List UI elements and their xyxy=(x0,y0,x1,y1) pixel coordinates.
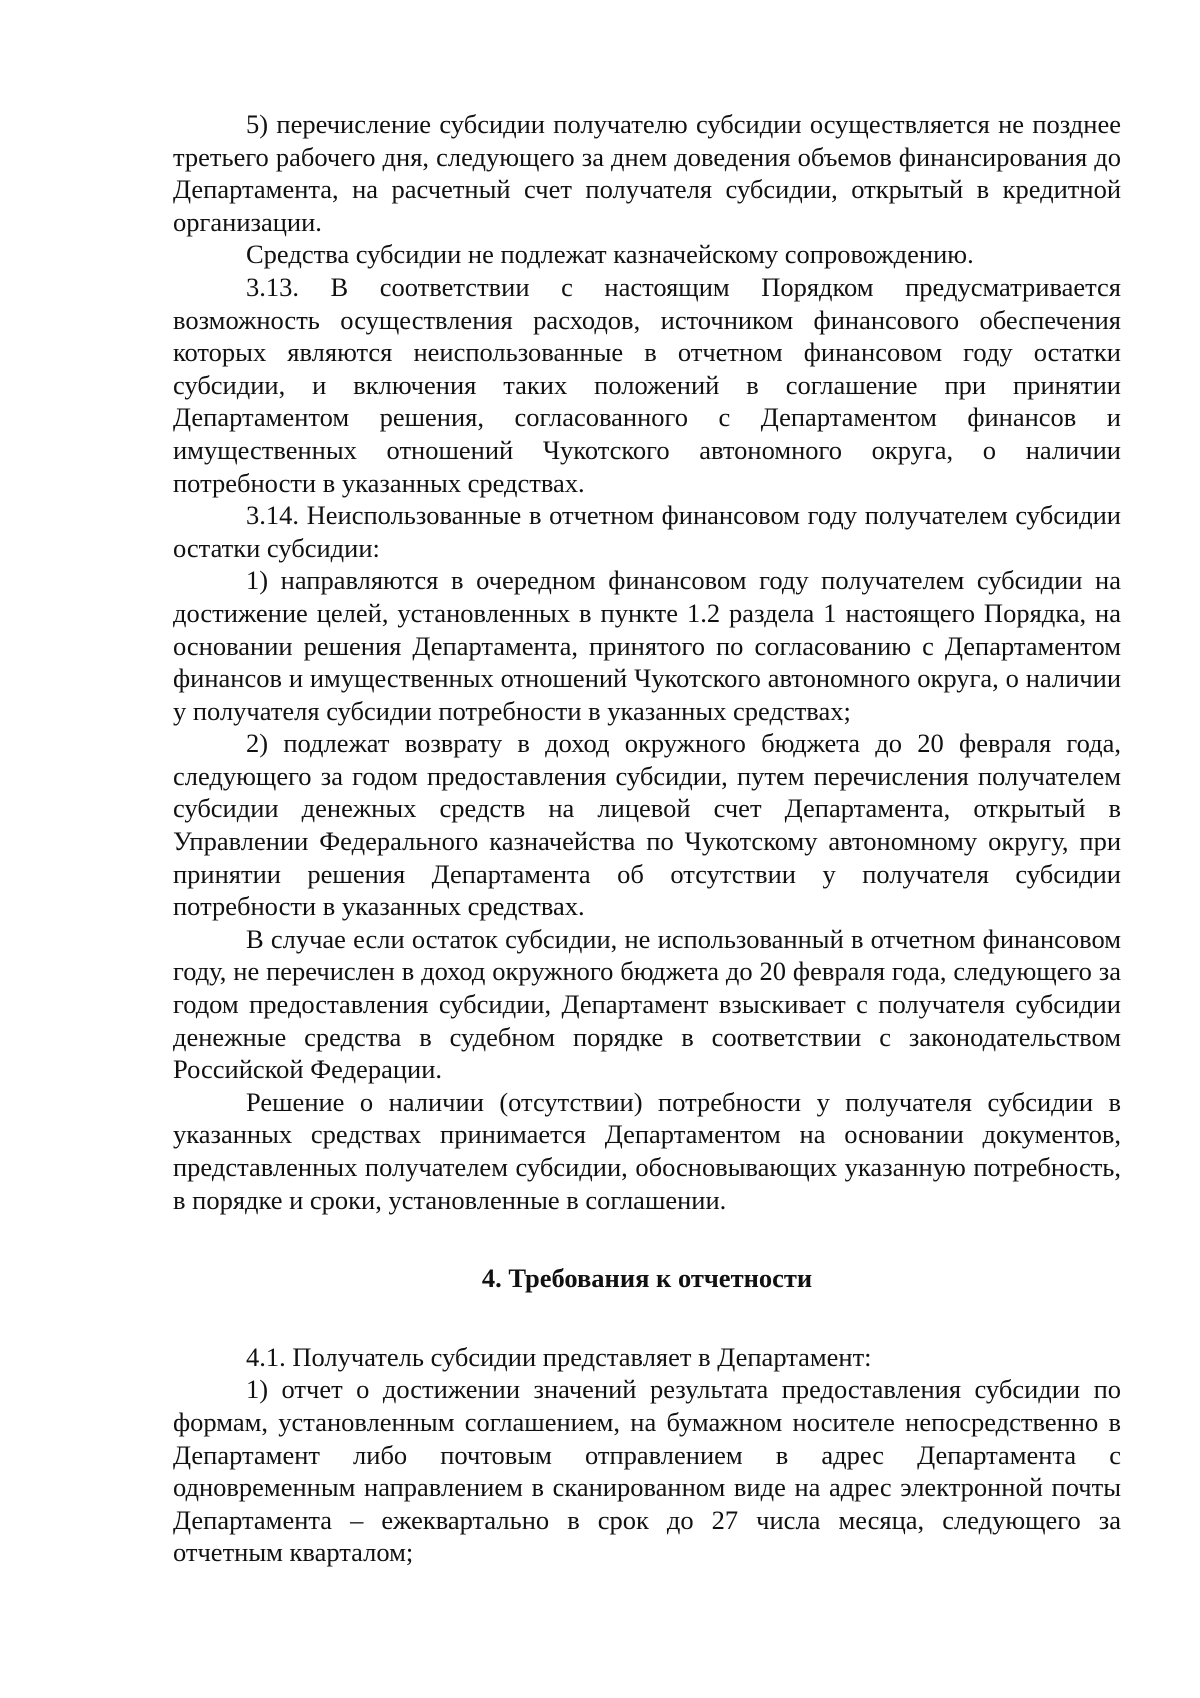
paragraph-clause-3-14: 3.14. Неиспользованные в отчетном финансовом году получателем субсидии остатки субсидии: xyxy=(173,500,1121,563)
paragraph-clause-4-1: 4.1. Получатель субсидии представляет в Департамент: xyxy=(246,1341,872,1372)
section-heading-reporting: 4. Требования к отчетности xyxy=(481,1263,813,1294)
paragraph-clause-3-13: 3.13. В соответствии с настоящим Порядком предусматривается возможность осуществления расходов, источником финансового обеспечения которых являются неиспользованные в отчетном финансовом году остатки субсидии, и включения таких положений в соглашение при принятии Департаментом решения, согласованного с Департаментом финансов и имущественных отношений Чукотского автономного округа, о наличии потребности в указанных средствах. xyxy=(173,271,1121,498)
paragraph-need-decision: Решение о наличии (отсутствии) потребности у получателя субсидии в указанных средствах принимается Департаментом на основании документов, представленных получателем субсидии, обосновывающих указанную потребность, в порядке и сроки, установленные в соглашении. xyxy=(173,1086,1121,1215)
paragraph-court-recovery: В случае если остаток субсидии, не использованный в отчетном финансовом году, не перечислен в доход окружного бюджета до 20 февраля года, следующего за годом предоставления субсидии, Департамент взыскивает с получателя субсидии денежные средства в судебном порядке в соответствии с законодательством Российской Федерации. xyxy=(173,923,1121,1085)
document-page xyxy=(173,108,1121,1569)
paragraph-treasury-support: Средства субсидии не подлежат казначейскому сопровождению. xyxy=(246,239,974,270)
paragraph-clause-3-14-item-1: 1) направляются в очередном финансовом году получателем субсидии на достижение целей, установленных в пункте 1.2 раздела 1 настоящего Порядка, на основании решения Департамента, принятого по согласованию с Департаментом финансов и имущественных отношений Чукотского автономного округа, о наличии у получателя субсидии потребности в указанных средствах; xyxy=(173,565,1121,726)
paragraph-transfer-item-5: 5) перечисление субсидии получателю субсидии осуществляется не позднее третьего рабочего дня, следующего за днем доведения объемов финансирования до Департамента, на расчетный счет получателя субсидии, открытый в кредитной организации. xyxy=(173,109,1121,237)
paragraph-clause-4-1-item-1: 1) отчет о достижении значений результата предоставления субсидии по формам, установленным соглашением, на бумажном носителе непосредственно в Департамент либо почтовым отправлением в адрес Департамента с одновременным направлением в сканированном виде на адрес электронной почты Департамента – ежеквартально в срок до 27 числа месяца, следующего за отчетным кварталом; xyxy=(173,1374,1121,1568)
paragraph-clause-3-14-item-2: 2) подлежат возврату в доход окружного бюджета до 20 февраля года, следующего за годом предоставления субсидии, путем перечисления получателем субсидии денежных средств на лицевой счет Департамента, открытый в Управлении Федерального казначейства по Чукотскому автономному округу, при принятии решения Департамента об отсутствии у получателя субсидии потребности в указанных средствах. xyxy=(173,728,1121,922)
